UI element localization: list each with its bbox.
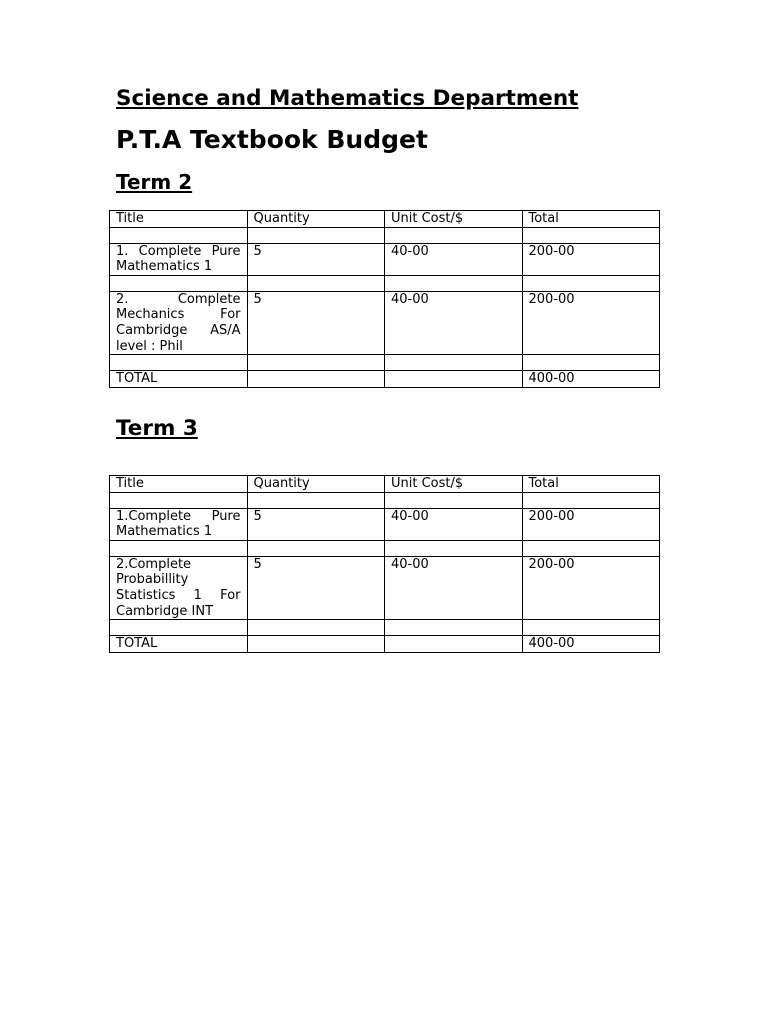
quantity-cell: 5	[247, 291, 385, 354]
total-label: TOTAL	[110, 371, 248, 388]
term-2-heading: Term 2	[116, 170, 193, 194]
unit-cost-cell: 40-00	[385, 508, 523, 540]
book-title-cell: 1. Complete Pure Mathematics 1	[110, 243, 248, 275]
unit-cost-cell: 40-00	[385, 556, 523, 619]
total-cell: 200-00	[522, 243, 660, 275]
quantity-cell: 5	[247, 508, 385, 540]
table-header-row	[110, 476, 660, 493]
spacer-row	[110, 227, 660, 243]
quantity-cell: 5	[247, 556, 385, 619]
total-label: TOTAL	[110, 636, 248, 653]
term-2-budget-table	[109, 210, 660, 388]
book-title-cell: 2. Complete Mechanics For Cambridge AS/A level : Phil	[110, 291, 248, 354]
term-3-budget-table	[109, 475, 660, 653]
column-header-total: Total	[522, 211, 660, 228]
spacer-row	[110, 540, 660, 556]
total-row	[110, 371, 660, 388]
table-row	[110, 556, 660, 619]
column-header-quantity: Quantity	[247, 211, 385, 228]
grand-total-value: 400-00	[522, 371, 660, 388]
column-header-title: Title	[110, 211, 248, 228]
spacer-row	[110, 492, 660, 508]
table-row	[110, 243, 660, 275]
column-header-total: Total	[522, 476, 660, 493]
column-header-title: Title	[110, 476, 248, 493]
total-cell: 200-00	[522, 291, 660, 354]
table-header-row	[110, 211, 660, 228]
quantity-cell: 5	[247, 243, 385, 275]
grand-total-value: 400-00	[522, 636, 660, 653]
book-title-cell: 2.Complete Probabillity Statistics 1 For Cambridge INT	[110, 556, 248, 619]
department-heading: Science and Mathematics Department	[116, 86, 579, 111]
column-header-quantity: Quantity	[247, 476, 385, 493]
total-cell: 200-00	[522, 508, 660, 540]
total-cell: 200-00	[522, 556, 660, 619]
column-header-unit-cost: Unit Cost/$	[385, 211, 523, 228]
spacer-row	[110, 355, 660, 371]
unit-cost-cell: 40-00	[385, 243, 523, 275]
unit-cost-cell: 40-00	[385, 291, 523, 354]
document-title: P.T.A Textbook Budget	[116, 125, 428, 154]
table-row	[110, 508, 660, 540]
book-title-cell: 1.Complete Pure Mathematics 1	[110, 508, 248, 540]
spacer-row	[110, 620, 660, 636]
table-row	[110, 291, 660, 354]
spacer-row	[110, 275, 660, 291]
term-3-heading: Term 3	[116, 416, 198, 441]
total-row	[110, 636, 660, 653]
column-header-unit-cost: Unit Cost/$	[385, 476, 523, 493]
